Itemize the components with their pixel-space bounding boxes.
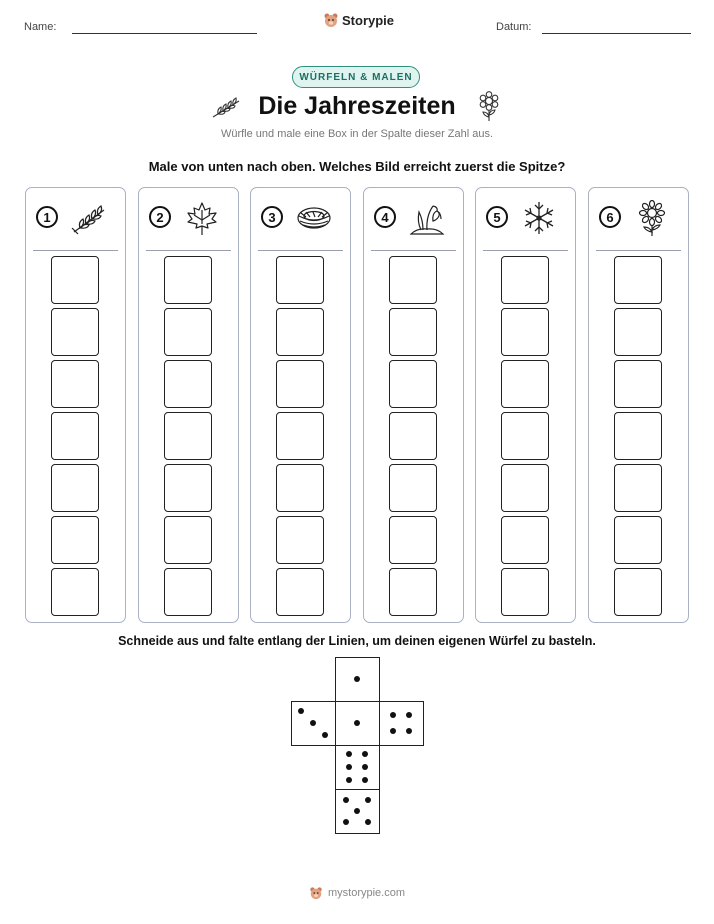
column-divider (146, 250, 231, 251)
column-header (364, 198, 463, 240)
dice-pip (362, 764, 368, 770)
dice-pip (346, 777, 352, 783)
dice-pip (346, 764, 352, 770)
color-box[interactable] (164, 308, 212, 356)
color-box[interactable] (614, 568, 662, 616)
color-box[interactable] (389, 412, 437, 460)
footer-url: mystorypie.com (327, 887, 406, 899)
column-divider (371, 250, 456, 251)
color-box[interactable] (51, 464, 99, 512)
column-header (251, 198, 350, 240)
color-box[interactable] (276, 568, 324, 616)
storypie-bear-icon (323, 12, 339, 28)
color-box[interactable] (276, 308, 324, 356)
column-number: 5 (486, 206, 508, 228)
page-title: Die Jahreszeiten (258, 92, 456, 120)
column-number: 4 (374, 206, 396, 228)
column-4 (363, 187, 464, 623)
color-box[interactable] (501, 256, 549, 304)
dice-pip (362, 751, 368, 757)
brand-logo (323, 12, 394, 28)
color-box[interactable] (164, 360, 212, 408)
column-number: 1 (36, 206, 58, 228)
dice-pip (362, 777, 368, 783)
instruction-text: Male von unten nach oben. Welches Bild erreicht zuerst die Spitze? (148, 159, 566, 174)
column-3 (250, 187, 351, 623)
color-box[interactable] (389, 516, 437, 564)
activity-badge: WÜRFELN & MALEN (292, 66, 420, 88)
dice-pip (390, 728, 396, 734)
color-box[interactable] (389, 568, 437, 616)
color-box[interactable] (501, 568, 549, 616)
dice-pip (354, 720, 360, 726)
color-box[interactable] (276, 516, 324, 564)
dice-face-3 (291, 701, 336, 746)
column-header (476, 198, 575, 240)
dice-pip (343, 819, 349, 825)
name-label: Name: (24, 21, 57, 33)
dice-pip (322, 732, 328, 738)
color-box[interactable] (501, 308, 549, 356)
subtitle: Würfle und male eine Box in der Spalte dieser Zahl aus. (220, 128, 494, 140)
sunflower-icon (633, 200, 671, 236)
flower-decoration-icon (476, 90, 502, 122)
dice-pip (365, 819, 371, 825)
column-divider (596, 250, 681, 251)
brand-name: Storypie (342, 12, 395, 28)
color-box[interactable] (51, 412, 99, 460)
column-header (139, 198, 238, 240)
dice-pip (343, 797, 349, 803)
dice-pip (310, 720, 316, 726)
snowdrop-icon (408, 200, 446, 236)
color-box[interactable] (501, 516, 549, 564)
wheat-icon (70, 200, 108, 236)
dice-face-1 (335, 657, 380, 702)
dice-pip (365, 797, 371, 803)
column-divider (33, 250, 118, 251)
dice-pip (390, 712, 396, 718)
cut-instruction-text: Schneide aus und falte entlang der Linien, um deinen eigenen Würfel zu basteln. (118, 634, 596, 648)
dice-pip (354, 808, 360, 814)
color-box[interactable] (276, 412, 324, 460)
column-divider (483, 250, 568, 251)
maple-leaf-icon (183, 200, 221, 236)
dice-face-1 (335, 701, 380, 746)
color-box[interactable] (276, 464, 324, 512)
color-box[interactable] (164, 256, 212, 304)
dice-pip (406, 728, 412, 734)
column-header (26, 198, 125, 240)
dice-face-5 (335, 789, 380, 834)
column-2 (138, 187, 239, 623)
color-box[interactable] (276, 256, 324, 304)
color-box[interactable] (51, 568, 99, 616)
color-box[interactable] (51, 256, 99, 304)
color-box[interactable] (501, 360, 549, 408)
color-box[interactable] (614, 412, 662, 460)
color-box[interactable] (51, 308, 99, 356)
color-box[interactable] (164, 568, 212, 616)
color-box[interactable] (501, 464, 549, 512)
dice-pip (354, 676, 360, 682)
color-box[interactable] (276, 360, 324, 408)
column-1 (25, 187, 126, 623)
date-line[interactable] (542, 33, 691, 34)
column-number: 3 (261, 206, 283, 228)
storypie-bear-icon (309, 886, 323, 900)
color-box[interactable] (614, 516, 662, 564)
nest-icon (295, 200, 333, 236)
color-box[interactable] (389, 360, 437, 408)
date-label: Datum: (496, 21, 532, 33)
dice-face-4 (379, 701, 424, 746)
column-number: 2 (149, 206, 171, 228)
column-divider (258, 250, 343, 251)
color-box[interactable] (614, 256, 662, 304)
color-box[interactable] (164, 516, 212, 564)
footer (0, 886, 714, 900)
dice-pip (406, 712, 412, 718)
color-box[interactable] (164, 412, 212, 460)
color-box[interactable] (614, 464, 662, 512)
color-box[interactable] (614, 360, 662, 408)
color-box[interactable] (389, 308, 437, 356)
color-box[interactable] (389, 464, 437, 512)
color-box[interactable] (51, 516, 99, 564)
dice-pip (346, 751, 352, 757)
color-box[interactable] (614, 308, 662, 356)
snowflake-icon (520, 200, 558, 236)
color-box[interactable] (51, 360, 99, 408)
column-6 (588, 187, 689, 623)
column-header (589, 198, 688, 240)
dice-face-6 (335, 745, 380, 790)
color-box[interactable] (164, 464, 212, 512)
dice-pip (298, 708, 304, 714)
color-box[interactable] (389, 256, 437, 304)
color-box[interactable] (501, 412, 549, 460)
column-number: 6 (599, 206, 621, 228)
column-5 (475, 187, 576, 623)
name-line[interactable] (72, 33, 257, 34)
